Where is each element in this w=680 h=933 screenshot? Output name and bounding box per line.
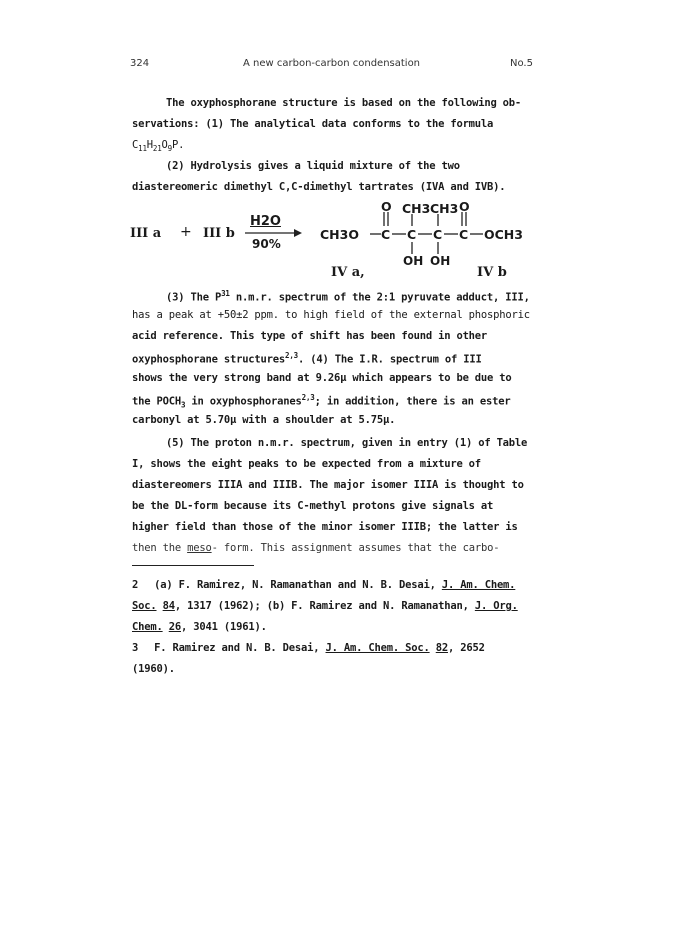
footnote-3: 3 F. Ramirez and N. B. Desai, J. Am. Chem. Soc. 82, 2652: [132, 642, 485, 654]
methoxy-left: CH3O: [320, 227, 359, 242]
text-line: servations: (1) The analytical data conforms to the formula: [132, 118, 494, 130]
text-line: The oxyphosphorane structure is based on the following ob-: [166, 97, 522, 109]
product-label-a: IV a,: [331, 265, 365, 280]
hydroxyl-group: OH: [430, 254, 451, 268]
oxygen-atom: O: [459, 199, 470, 214]
issue-number: No.5: [510, 58, 533, 69]
footnote-2-line: Chem. 26, 3041 (1961).: [132, 621, 267, 633]
text-line: carbonyl at 5.70μ with a shoulder at 5.75μ.: [132, 414, 396, 426]
text-line: I, shows the eight peaks to be expected from a mixture of: [132, 458, 481, 470]
plus-sign: +: [180, 224, 192, 240]
running-title: A new carbon-carbon condensation: [243, 58, 421, 69]
text-line: diastereomeric dimethyl C,C-dimethyl tartrates (IVA and IVB).: [132, 181, 506, 193]
page-number: 324: [130, 58, 150, 69]
yield-label: 90%: [252, 237, 281, 251]
text-line: higher field than those of the minor isomer IIIB; the latter is: [132, 521, 518, 533]
text-line: (2) Hydrolysis gives a liquid mixture of the two: [166, 160, 460, 172]
text-line: acid reference. This type of shift has been found in other: [132, 330, 488, 342]
arrow-head: [294, 229, 302, 237]
text-line: oxyphosphorane structures$^{2,3}$. (4) The I.R. spectrum of III: [132, 351, 482, 366]
reactant-label-b: III b: [203, 226, 235, 241]
text-line: has a peak at +50±2 ppm. to high field of the external phosphoric: [132, 309, 530, 321]
footnote-rule: [132, 565, 254, 566]
methoxy-right: OCH3: [484, 227, 523, 242]
reagent-label: H2O: [250, 214, 281, 229]
carbon-atom: C: [381, 227, 391, 242]
footnote-2-line: Soc. 84, 1317 (1962); (b) F. Ramirez and N. Ramanathan, J. Org.: [132, 600, 518, 612]
reactant-label-a: III a: [130, 226, 162, 241]
carbon-atom: C: [407, 227, 417, 242]
carbon-atom: C: [459, 227, 469, 242]
text-line: (5) The proton n.m.r. spectrum, given in entry (1) of Table: [166, 437, 528, 449]
text-line: be the DL-form because its C-methyl protons give signals at: [132, 500, 494, 512]
methyl-group: CH3: [430, 201, 459, 216]
text-line: shows the very strong band at 9.26μ which appears to be due to: [132, 372, 512, 384]
text-line: then the meso- form. This assignment assumes that the carbo-: [132, 542, 500, 554]
footnote-3-line: (1960).: [132, 663, 175, 675]
text-line: diastereomers IIIA and IIIB. The major isomer IIIA is thought to: [132, 479, 524, 491]
product-label-b: IV b: [477, 265, 507, 280]
methyl-group: CH3: [402, 201, 431, 216]
hydroxyl-group: OH: [403, 254, 424, 268]
carbon-atom: C: [433, 227, 443, 242]
text-line: (3) The $P^{31}$ n.m.r. spectrum of the 2:1 pyruvate adduct, III,: [166, 289, 530, 304]
structure-drawing: [0, 0, 680, 290]
footnote-2: 2 (a) F. Ramirez, N. Ramanathan and N. B. Desai, J. Am. Chem.: [132, 579, 516, 591]
oxygen-atom: O: [381, 199, 392, 214]
text-line: the $POCH_3$ in oxyphosphoranes$^{2,3}$; in addition, there is an ester: [132, 393, 511, 410]
molecular-formula: $C_{11}H_{21}O_9P$.: [132, 139, 185, 154]
